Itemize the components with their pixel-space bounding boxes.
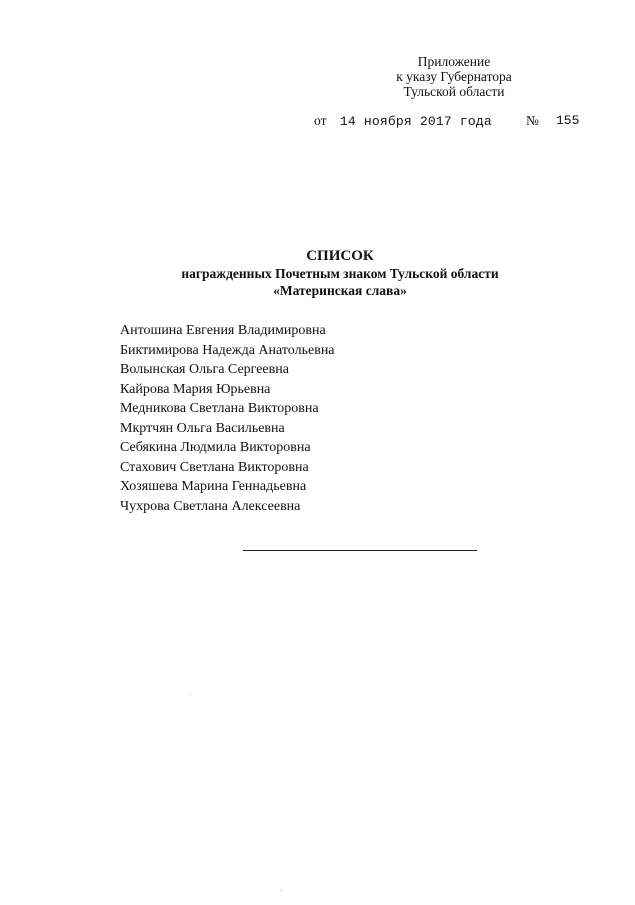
list-heading	[100, 247, 580, 299]
list-subtitle-line-1: награжденных Почетным знаком Тульской области	[181, 266, 499, 281]
list-item: Стахович Светлана Викторовна	[120, 459, 309, 475]
list-item: Медникова Светлана Викторовна	[120, 401, 319, 416]
appendix-header	[330, 54, 578, 99]
decree-number: 155	[556, 113, 580, 128]
decree-date-number	[314, 113, 604, 130]
appendix-line-3: Тульской области	[403, 84, 505, 99]
closing-divider	[243, 550, 477, 551]
scan-speck	[281, 890, 282, 891]
list-item: Волынская Ольга Сергеевна	[120, 362, 289, 377]
awardee-list	[120, 321, 335, 516]
list-title: СПИСОК	[306, 248, 374, 264]
decree-number-label: №	[526, 113, 539, 128]
scan-speck	[190, 694, 191, 695]
list-item: Чухрова Светлана Алексеевна	[120, 498, 301, 514]
list-item: Биктимирова Надежда Анатольевна	[120, 342, 335, 358]
list-item: Хозяшева Марина Геннадьевна	[120, 479, 307, 494]
list-item: Мкртчян Ольга Васильевна	[120, 420, 285, 436]
decree-from-label: от	[314, 113, 327, 128]
list-item: Кайрова Мария Юрьевна	[120, 381, 271, 397]
list-item: Себякина Людмила Викторовна	[120, 440, 311, 455]
appendix-line-2: к указу Губернатора	[396, 69, 512, 84]
list-subtitle-line-2: «Материнская слава»	[273, 283, 407, 298]
decree-date: 14 ноября 2017 года	[339, 114, 492, 129]
appendix-line-1: Приложение	[417, 54, 491, 69]
list-item: Антошина Евгения Владимировна	[120, 323, 326, 338]
